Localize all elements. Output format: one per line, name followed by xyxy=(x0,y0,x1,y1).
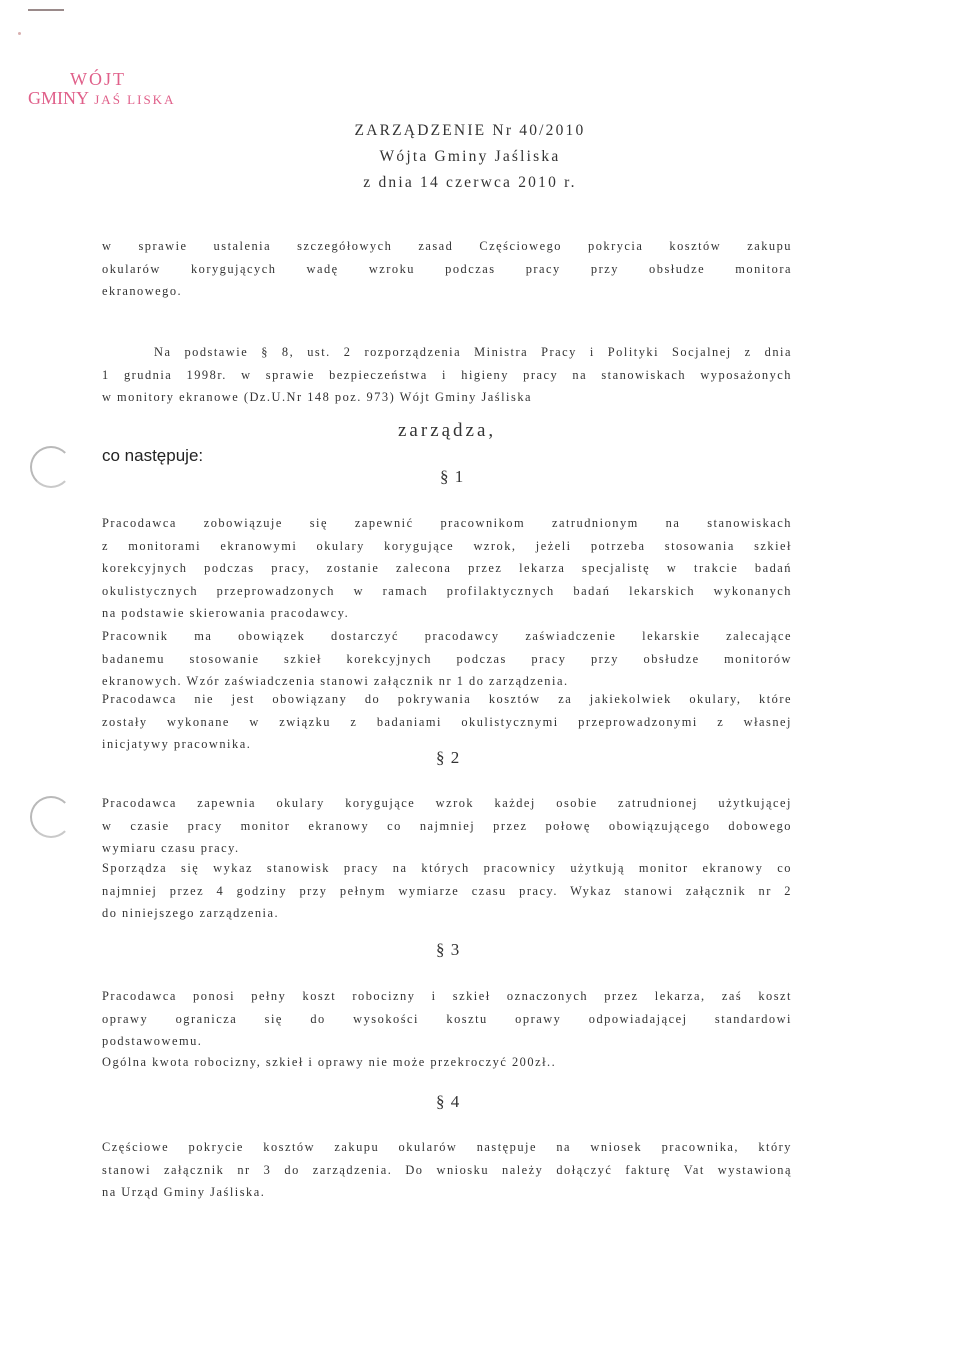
subject-line: ekranowego. xyxy=(102,284,183,299)
section-1-paragraph-2 xyxy=(102,625,792,693)
section-marker-2: § 2 xyxy=(436,748,461,767)
legal-basis-paragraph xyxy=(102,341,792,409)
stamp-line-2-big: GMINY xyxy=(28,88,89,108)
text-line: zostały wykonane w związku z badaniami okulistycznymi przeprowadzonymi z własnej xyxy=(102,714,792,729)
section-3-paragraph-2 xyxy=(102,1051,792,1074)
text-line: najmniej przez 4 godziny przy pełnym wymiarze czasu pracy. Wykaz stanowi załącznik nr 2 xyxy=(102,883,792,898)
section-3-paragraph-1 xyxy=(102,985,792,1053)
text-line: Pracownik ma obowiązek dostarczyć pracodawcy zaświadczenie lekarskie zalecające xyxy=(102,629,792,643)
section-1-paragraph-3 xyxy=(102,688,792,756)
subject-paragraph xyxy=(102,235,792,303)
text-line: do niniejszego zarządzenia. xyxy=(102,906,280,921)
text-line: Pracodawca zobowiązuje się zapewnić pracownikom zatrudnionym na stanowiskach xyxy=(102,516,792,530)
text-line: na podstawie skierowania pracodawcy. xyxy=(102,606,350,621)
document-date: z dnia 14 czerwca 2010 r. xyxy=(363,174,577,191)
scan-mark xyxy=(28,9,64,11)
text-line: badanemu stosowanie szkieł korekcyjnych podczas pracy przy obsłudze monitorów xyxy=(102,651,792,666)
text-line: wymiaru czasu pracy. xyxy=(102,841,240,856)
text-line: Ogólna kwota robocizny, szkieł i oprawy nie może przekroczyć 200zł.. xyxy=(102,1055,557,1069)
punch-hole-bottom xyxy=(30,796,72,838)
section-1-paragraph-1 xyxy=(102,512,792,625)
text-line: Pracodawca nie jest obowiązany do pokrywania kosztów za jakiekolwiek okulary, które xyxy=(102,692,792,706)
text-line: Częściowe pokrycie kosztów zakupu okularów następuje na wniosek pracownika, który xyxy=(102,1140,792,1154)
section-marker-3: § 3 xyxy=(436,940,461,959)
section-marker-1: § 1 xyxy=(440,467,465,486)
co-nastepuje-label: co następuje: xyxy=(102,446,204,465)
subject-line: okularów korygujących wadę wzroku podczas pracy przy obsłudze monitora xyxy=(102,261,792,276)
text-line: inicjatywy pracownika. xyxy=(102,737,252,752)
stamp-line-2-small: JAŚ LISKA xyxy=(89,92,176,107)
text-line: z monitorami ekranowymi okulary korygujące wzrok, jeżeli potrzeba stosowania szkieł xyxy=(102,538,792,553)
text-line: na Urząd Gminy Jaśliska. xyxy=(102,1185,266,1200)
official-stamp xyxy=(28,70,228,107)
scan-speck xyxy=(18,32,21,35)
basis-line: w monitory ekranowe (Dz.U.Nr 148 poz. 973) Wójt Gminy Jaśliska xyxy=(102,390,533,405)
section-marker-4: § 4 xyxy=(436,1092,461,1111)
text-line: w czasie pracy monitor ekranowy co najmniej przez połowę obowiązującego dobowego xyxy=(102,818,792,833)
text-line: korekcyjnych podczas pracy, zostanie zalecona przez lekarza specjalistę w trakcie badań xyxy=(102,561,792,576)
punch-hole-top xyxy=(30,446,72,488)
section-2-paragraph-2 xyxy=(102,857,792,925)
zarzadza-heading: zarządza, xyxy=(398,420,497,441)
document-title: ZARZĄDZENIE Nr 40/2010 xyxy=(354,122,586,139)
text-line: Pracodawca ponosi pełny koszt robocizny i szkieł oznaczonych przez lekarza, zaś koszt xyxy=(102,989,792,1003)
text-line: okulistycznych przeprowadzonych w ramach profilaktycznych badań lekarskich wykonanych xyxy=(102,583,792,598)
stamp-line-1: WÓJT xyxy=(70,69,126,89)
text-line: podstawowemu. xyxy=(102,1034,203,1049)
text-line: stanowi załącznik nr 3 do zarządzenia. Do wniosku należy dołączyć fakturę Vat wystawioną xyxy=(102,1162,792,1177)
text-line: Sporządza się wykaz stanowisk pracy na których pracownicy użytkują monitor ekranowy co xyxy=(102,861,792,875)
text-line: oprawy ogranicza się do wysokości kosztu oprawy odpowiadającej standardowi xyxy=(102,1011,792,1026)
subject-line: w sprawie ustalenia szczegółowych zasad Częściowego pokrycia kosztów zakupu xyxy=(102,239,792,253)
basis-line: 1 grudnia 1998r. w sprawie bezpieczeństwa i higieny pracy na stanowiskach wyposażonych xyxy=(102,367,792,382)
stamp-line-2 xyxy=(28,89,228,107)
text-line: ekranowych. Wzór zaświadczenia stanowi załącznik nr 1 do zarządzenia. xyxy=(102,674,569,689)
basis-line: Na podstawie § 8, ust. 2 rozporządzenia Ministra Pracy i Polityki Socjalnej z dnia xyxy=(154,345,792,359)
section-2-paragraph-1 xyxy=(102,792,792,860)
text-line: Pracodawca zapewnia okulary korygujące wzrok każdej osobie zatrudnionej użytkującej xyxy=(102,796,792,810)
document-issuer: Wójta Gminy Jaśliska xyxy=(379,148,561,165)
section-4-paragraph-1 xyxy=(102,1136,792,1204)
document-header xyxy=(0,118,960,196)
